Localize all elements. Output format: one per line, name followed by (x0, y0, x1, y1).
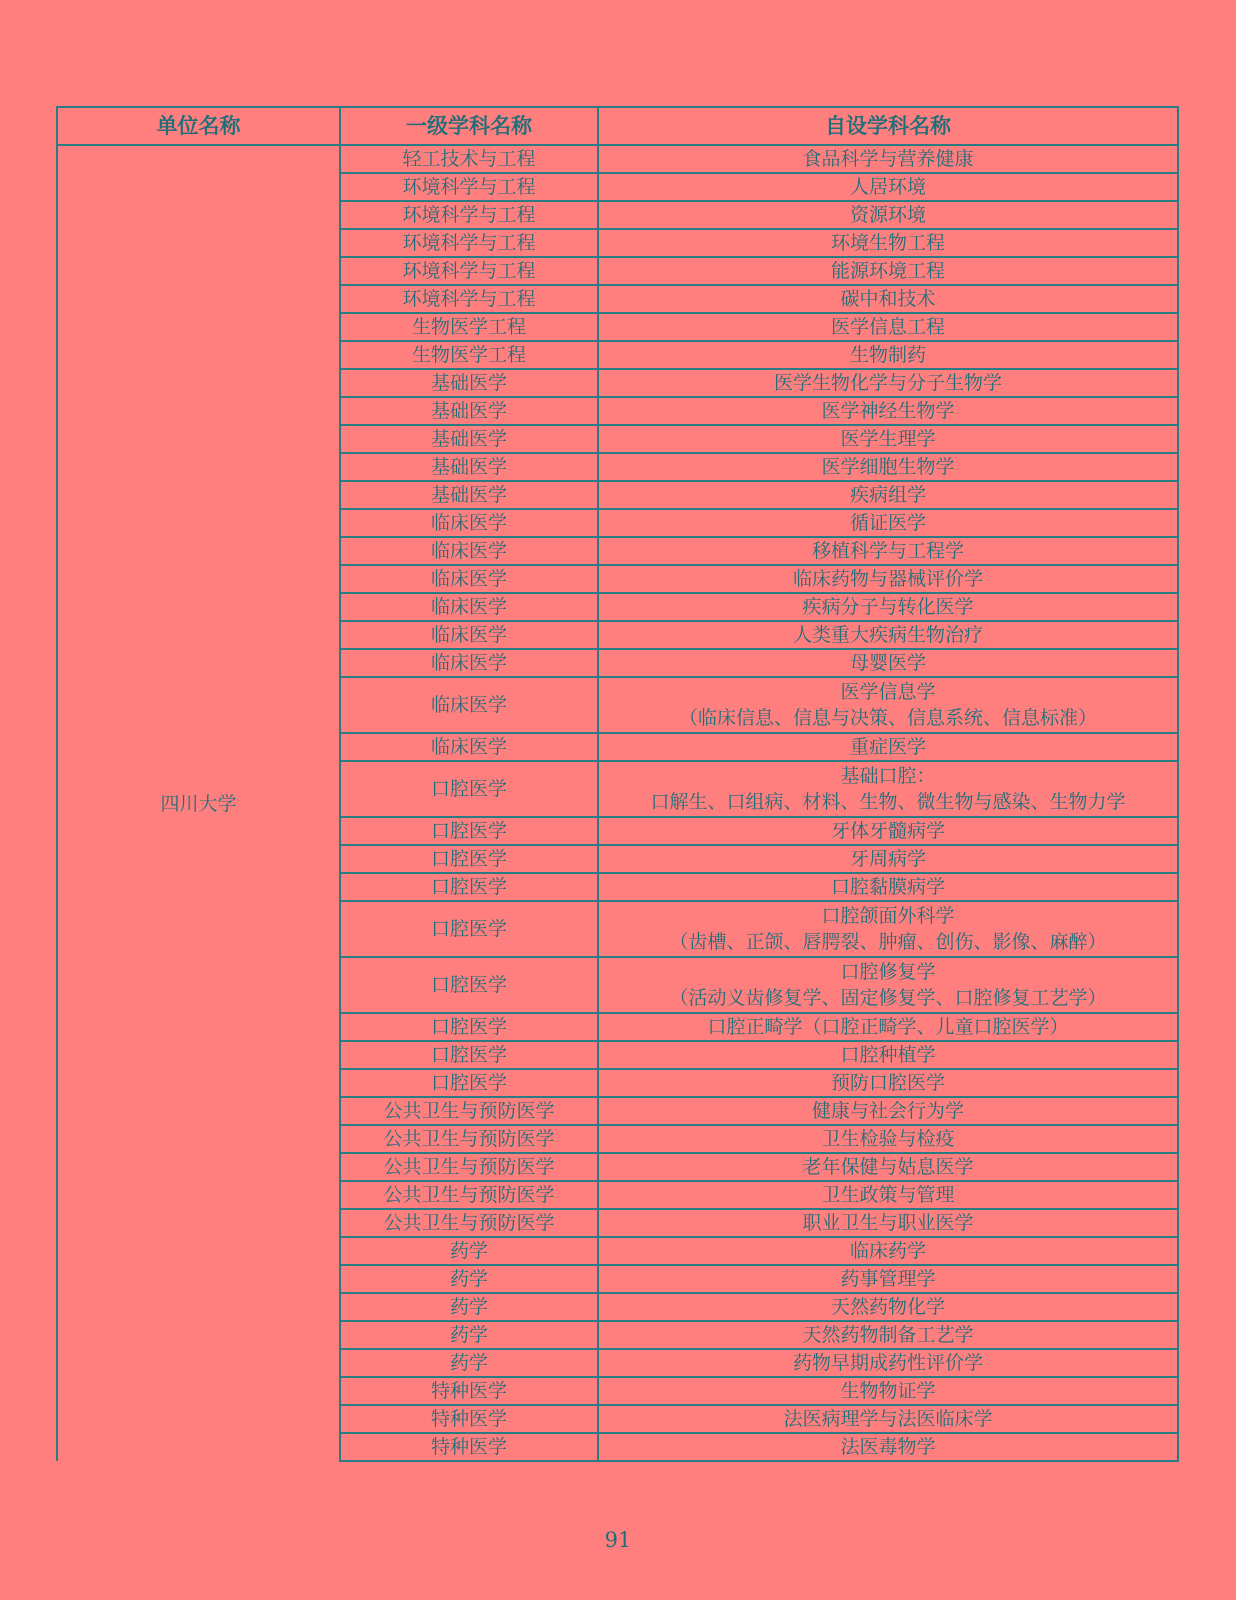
self-set-subject-line: （活动义齿修复学、固定修复学、口腔修复工艺学） (669, 987, 1107, 1009)
self-set-subject-line: 人居环境 (849, 176, 926, 198)
self-set-subject-line: 口腔正畸学（口腔正畸学、儿童口腔医学） (707, 1016, 1069, 1038)
self-set-subject-line: 医学神经生物学 (821, 400, 955, 422)
first-level-subject-cell: 基础医学 (340, 397, 598, 425)
self-set-subject-cell (598, 1349, 1178, 1377)
header-unit-name: 单位名称 (57, 107, 340, 145)
self-set-subject-cell (598, 173, 1178, 201)
self-set-subject-cell (598, 1181, 1178, 1209)
discipline-table (56, 106, 1179, 1462)
first-level-subject-cell: 环境科学与工程 (340, 229, 598, 257)
first-level-subject-cell: 口腔医学 (340, 873, 598, 901)
self-set-subject-line: 环境生物工程 (830, 232, 945, 254)
self-set-subject-line: 口解生、口组病、材料、生物、微生物与感染、生物力学 (650, 791, 1126, 813)
self-set-subject-line: 医学信息学 (840, 681, 936, 703)
self-set-subject-line: 疾病组学 (849, 484, 926, 506)
table-row (57, 145, 1178, 173)
first-level-subject-cell: 口腔医学 (340, 957, 598, 1013)
self-set-subject-cell (598, 201, 1178, 229)
self-set-subject-cell (598, 649, 1178, 677)
first-level-subject-cell: 生物医学工程 (340, 341, 598, 369)
first-level-subject-cell: 口腔医学 (340, 761, 598, 817)
first-level-subject-cell: 临床医学 (340, 537, 598, 565)
first-level-subject-cell: 特种医学 (340, 1405, 598, 1433)
self-set-subject-cell (598, 733, 1178, 761)
self-set-subject-cell (598, 1097, 1178, 1125)
self-set-subject-cell (598, 901, 1178, 957)
self-set-subject-line: 食品科学与营养健康 (802, 148, 974, 170)
self-set-subject-cell (598, 845, 1178, 873)
first-level-subject-cell: 口腔医学 (340, 1013, 598, 1041)
self-set-subject-cell (598, 761, 1178, 817)
self-set-subject-cell (598, 509, 1178, 537)
first-level-subject-cell: 口腔医学 (340, 817, 598, 845)
first-level-subject-cell: 口腔医学 (340, 1069, 598, 1097)
self-set-subject-cell (598, 537, 1178, 565)
first-level-subject-cell: 公共卫生与预防医学 (340, 1125, 598, 1153)
first-level-subject-cell: 口腔医学 (340, 901, 598, 957)
self-set-subject-cell (598, 1237, 1178, 1265)
self-set-subject-cell (598, 565, 1178, 593)
self-set-subject-cell (598, 425, 1178, 453)
first-level-subject-cell: 基础医学 (340, 481, 598, 509)
self-set-subject-line: 重症医学 (849, 736, 926, 758)
self-set-subject-cell (598, 1293, 1178, 1321)
self-set-subject-line: 老年保健与姑息医学 (802, 1156, 974, 1178)
first-level-subject-cell: 基础医学 (340, 369, 598, 397)
first-level-subject-cell: 药学 (340, 1237, 598, 1265)
first-level-subject-cell: 临床医学 (340, 593, 598, 621)
first-level-subject-cell: 口腔医学 (340, 1041, 598, 1069)
header-self-set-subject: 自设学科名称 (598, 107, 1178, 145)
self-set-subject-line: 口腔黏膜病学 (830, 876, 945, 898)
self-set-subject-line: 卫生检验与检疫 (821, 1128, 955, 1150)
self-set-subject-line: 法医毒物学 (840, 1436, 936, 1458)
self-set-subject-line: （临床信息、信息与决策、信息系统、信息标准） (678, 707, 1097, 729)
first-level-subject-cell: 环境科学与工程 (340, 285, 598, 313)
self-set-subject-cell (598, 313, 1178, 341)
self-set-subject-cell (598, 1013, 1178, 1041)
self-set-subject-line: 牙体牙髓病学 (830, 820, 945, 842)
unit-name-cell: 四川大学 (57, 145, 340, 1461)
first-level-subject-cell: 公共卫生与预防医学 (340, 1209, 598, 1237)
first-level-subject-cell: 药学 (340, 1349, 598, 1377)
self-set-subject-cell (598, 1209, 1178, 1237)
first-level-subject-cell: 临床医学 (340, 677, 598, 733)
self-set-subject-line: 疾病分子与转化医学 (802, 596, 974, 618)
self-set-subject-cell (598, 1405, 1178, 1433)
self-set-subject-line: 临床药学 (849, 1240, 926, 1262)
self-set-subject-line: 碳中和技术 (840, 288, 936, 310)
self-set-subject-cell (598, 817, 1178, 845)
first-level-subject-cell: 公共卫生与预防医学 (340, 1181, 598, 1209)
first-level-subject-cell: 基础医学 (340, 453, 598, 481)
self-set-subject-cell (598, 1321, 1178, 1349)
self-set-subject-line: 天然药物化学 (830, 1296, 945, 1318)
self-set-subject-line: 牙周病学 (849, 848, 926, 870)
self-set-subject-line: 天然药物制备工艺学 (802, 1324, 974, 1346)
self-set-subject-cell (598, 453, 1178, 481)
first-level-subject-cell: 特种医学 (340, 1433, 598, 1461)
table-header-row (57, 107, 1178, 145)
self-set-subject-line: 移植科学与工程学 (811, 540, 964, 562)
self-set-subject-cell (598, 677, 1178, 733)
first-level-subject-cell: 轻工技术与工程 (340, 145, 598, 173)
self-set-subject-cell (598, 341, 1178, 369)
first-level-subject-cell: 环境科学与工程 (340, 257, 598, 285)
self-set-subject-cell (598, 285, 1178, 313)
self-set-subject-line: 生物制药 (849, 344, 926, 366)
self-set-subject-cell (598, 1433, 1178, 1461)
self-set-subject-line: 卫生政策与管理 (821, 1184, 955, 1206)
self-set-subject-line: 医学生理学 (840, 428, 936, 450)
first-level-subject-cell: 特种医学 (340, 1377, 598, 1405)
self-set-subject-cell (598, 481, 1178, 509)
self-set-subject-cell (598, 1125, 1178, 1153)
self-set-subject-line: 人类重大疾病生物治疗 (792, 624, 983, 646)
self-set-subject-cell (598, 257, 1178, 285)
self-set-subject-line: 药物早期成药性评价学 (792, 1352, 983, 1374)
self-set-subject-cell (598, 1377, 1178, 1405)
first-level-subject-cell: 环境科学与工程 (340, 201, 598, 229)
first-level-subject-cell: 基础医学 (340, 425, 598, 453)
first-level-subject-cell: 药学 (340, 1321, 598, 1349)
self-set-subject-line: 职业卫生与职业医学 (802, 1212, 974, 1234)
page-number: 91 (604, 1528, 632, 1552)
self-set-subject-cell (598, 1041, 1178, 1069)
self-set-subject-cell (598, 873, 1178, 901)
first-level-subject-cell: 临床医学 (340, 649, 598, 677)
self-set-subject-line: 母婴医学 (849, 652, 926, 674)
self-set-subject-cell (598, 1069, 1178, 1097)
self-set-subject-line: 法医病理学与法医临床学 (783, 1408, 993, 1430)
self-set-subject-line: 基础口腔： (840, 765, 936, 787)
first-level-subject-cell: 药学 (340, 1293, 598, 1321)
self-set-subject-line: 口腔种植学 (840, 1044, 936, 1066)
self-set-subject-cell (598, 229, 1178, 257)
first-level-subject-cell: 临床医学 (340, 565, 598, 593)
self-set-subject-cell (598, 1265, 1178, 1293)
self-set-subject-cell (598, 369, 1178, 397)
table-body (57, 145, 1178, 1461)
self-set-subject-line: （齿槽、正颌、唇腭裂、肿瘤、创伤、影像、麻醉） (669, 931, 1107, 953)
self-set-subject-line: 能源环境工程 (830, 260, 945, 282)
self-set-subject-line: 预防口腔医学 (830, 1072, 945, 1094)
self-set-subject-line: 口腔颌面外科学 (821, 905, 955, 927)
self-set-subject-line: 临床药物与器械评价学 (792, 568, 983, 590)
first-level-subject-cell: 临床医学 (340, 509, 598, 537)
self-set-subject-line: 医学生物化学与分子生物学 (773, 372, 1002, 394)
self-set-subject-line: 循证医学 (849, 512, 926, 534)
self-set-subject-line: 医学信息工程 (830, 316, 945, 338)
self-set-subject-line: 健康与社会行为学 (811, 1100, 964, 1122)
self-set-subject-cell (598, 145, 1178, 173)
self-set-subject-line: 资源环境 (849, 204, 926, 226)
first-level-subject-cell: 生物医学工程 (340, 313, 598, 341)
self-set-subject-line: 生物物证学 (840, 1380, 936, 1402)
first-level-subject-cell: 公共卫生与预防医学 (340, 1153, 598, 1181)
self-set-subject-line: 药事管理学 (840, 1268, 936, 1290)
self-set-subject-cell (598, 593, 1178, 621)
first-level-subject-cell: 公共卫生与预防医学 (340, 1097, 598, 1125)
header-first-level-subject: 一级学科名称 (340, 107, 598, 145)
self-set-subject-line: 医学细胞生物学 (821, 456, 955, 478)
self-set-subject-cell (598, 621, 1178, 649)
first-level-subject-cell: 药学 (340, 1265, 598, 1293)
first-level-subject-cell: 口腔医学 (340, 845, 598, 873)
first-level-subject-cell: 环境科学与工程 (340, 173, 598, 201)
self-set-subject-line: 口腔修复学 (840, 961, 936, 983)
self-set-subject-cell (598, 397, 1178, 425)
self-set-subject-cell (598, 957, 1178, 1013)
first-level-subject-cell: 临床医学 (340, 621, 598, 649)
self-set-subject-cell (598, 1153, 1178, 1181)
first-level-subject-cell: 临床医学 (340, 733, 598, 761)
